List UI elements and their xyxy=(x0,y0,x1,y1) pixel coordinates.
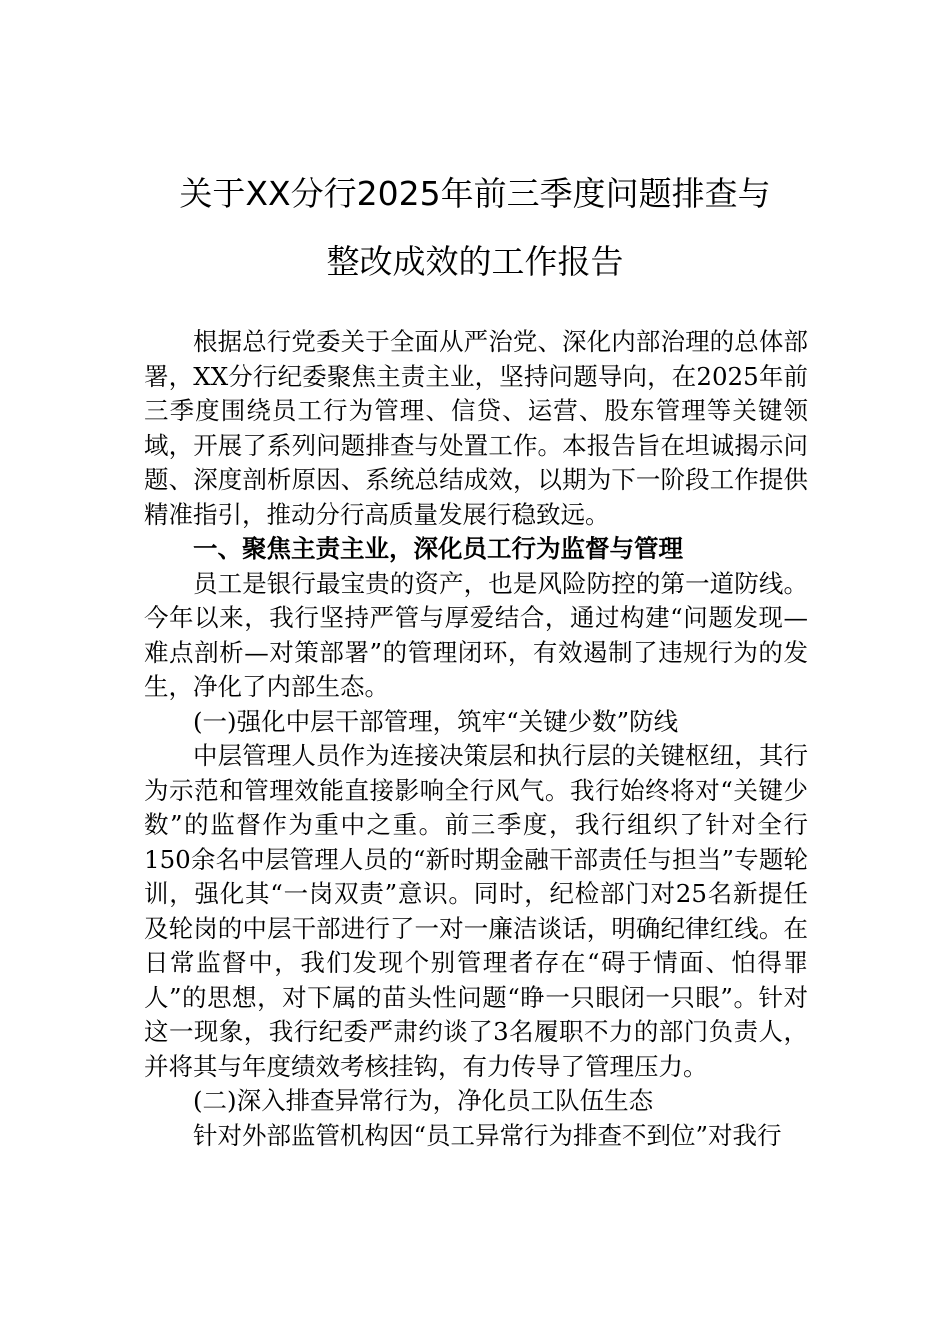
body-paragraph: 员工是银行最宝贵的资产，也是风险防控的第一道防线。今年以来，我行坚持严管与厚爱结合，通过构建“问题发现—难点剖析—对策部署”的管理闭环，有效遏制了违规行为的发生，净化了内部生态。 xyxy=(144,568,808,701)
document-body xyxy=(144,325,808,1153)
body-paragraph: 针对外部监管机构因“员工异常行为排查不到位”对我行 xyxy=(193,1120,782,1150)
body-paragraph: 中层管理人员作为连接决策层和执行层的关键枢纽，其行为示范和管理效能直接影响全行风气。我行始终将对“关键少数”的监督作为重中之重。前三季度，我行组织了针对全行150余名中层管理人员的“新时期金融干部责任与担当”专题轮训，强化其“一岗双责”意识。同时，纪检部门对25名新提任及轮岗的中层干部进行了一对一廉洁谈话，明确纪律红线。在日常监督中，我们发现个别管理者存在“碍于情面、怕得罪人”的思想，对下属的苗头性问题“睁一只眼闭一只眼”。针对这一现象，我行纪委严肃约谈了3名履职不力的部门负责人，并将其与年度绩效考核挂钩，有力传导了管理压力。 xyxy=(144,741,808,1081)
section-heading-1: 一、聚焦主责主业，深化员工行为监督与管理 xyxy=(193,534,683,563)
title-line-2: 整改成效的工作报告 xyxy=(326,242,624,281)
document-title xyxy=(80,160,870,296)
subsection-heading-2: (二)深入排查异常行为，净化员工队伍生态 xyxy=(193,1086,654,1115)
intro-paragraph: 根据总行党委关于全面从严治党、深化内部治理的总体部署，XX分行纪委聚焦主责主业，坚持问题导向，在2025年前三季度围绕员工行为管理、信贷、运营、股东管理等关键领域，开展了系列问题排查与处置工作。本报告旨在坦诚揭示问题、深度剖析原因、系统总结成效，以期为下一阶段工作提供精准指引，推动分行高质量发展行稳致远。 xyxy=(144,327,808,529)
subsection-heading-1: (一)强化中层干部管理，筑牢“关键少数”防线 xyxy=(193,706,679,736)
title-line-1: 关于XX分行2025年前三季度问题排查与 xyxy=(179,174,771,213)
